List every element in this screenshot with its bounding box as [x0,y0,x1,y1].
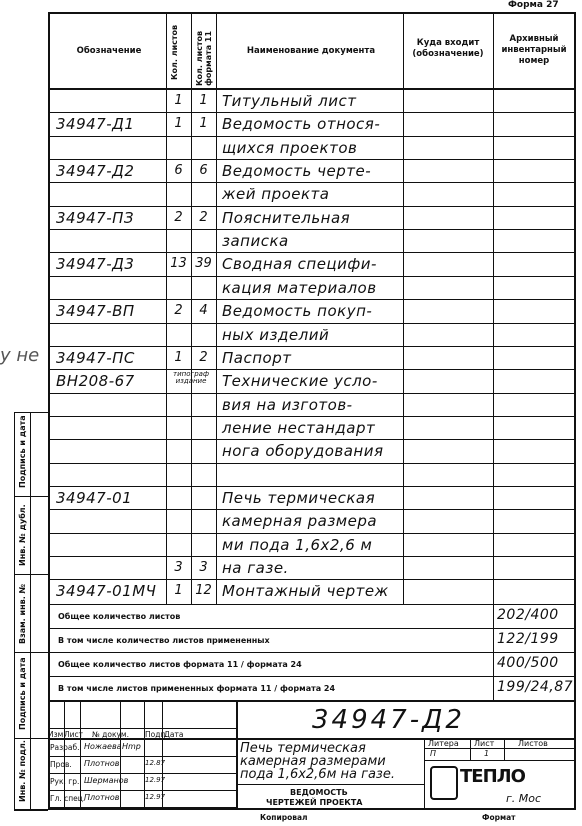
row-doc-name: жей проекта [222,185,330,203]
header-sheet-count: Кол. листов [170,24,179,80]
row-line [48,509,576,510]
row-doc-name: ных изделий [222,326,330,344]
table-row [48,138,576,159]
table-row [48,488,576,509]
row-doc-name: ми пода 1,6х2,6 м [222,536,373,554]
row-sheets-f11: 2 [199,210,208,225]
table-row [48,114,576,135]
summary-line [48,676,576,677]
row-designation: 34947-01МЧ [56,582,157,600]
side-label: Инв. № дубл. [18,504,27,566]
row-sheets-f11: 1 [199,93,208,108]
margin-note: у не [0,345,40,366]
row-doc-name: нога оборудования [222,442,384,460]
row-doc-name: камерная размера [222,512,378,530]
header-designation: Обозначение [76,46,142,56]
tb-role: Рук. гр. [50,777,80,786]
tb-org: ТЕПЛО [460,766,525,787]
row-doc-name: Паспорт [222,349,292,367]
row-doc-name: Ведомость черте- [222,162,372,180]
table-row [48,231,576,252]
side-label: Инв. № подл. [18,740,27,802]
row-sheets-f11: издание [175,377,207,385]
row-line [48,533,576,534]
row-line [48,393,576,394]
tb-name: Плотнов [84,793,120,802]
row-sheets-f11: 3 [199,560,208,575]
table-row [48,558,576,579]
row-sheets-f11: 1 [199,116,208,131]
tb-col-header: Изм [48,730,64,739]
tb-name: Плотнов [84,759,120,768]
tb-list-label: Лист [474,739,495,748]
row-sheets-f11: 39 [195,256,212,271]
tb-description: Печь термическая камерная размерами пода 1,6х2,6м на газе. [240,741,395,782]
tb-date: 12.97 [145,776,166,784]
tb-sheet-title-1: ВЕДОМОСТЬ [290,788,348,797]
side-band-top [14,412,48,413]
row-line [48,136,576,137]
tb-right-divider [470,738,471,760]
row-doc-name: Ведомость покуп- [222,302,373,320]
side-band-line [14,810,48,811]
row-sheets: 2 [174,303,183,318]
table-row [48,465,576,486]
row-designation: 34947-ПЗ [56,209,135,227]
tb-right-divider [504,738,505,760]
tb-left-divider [236,700,238,810]
summary-label: Общее количество листов [58,612,181,621]
table-row [48,348,576,369]
summary-value: 202/400 [497,607,559,623]
row-sheets: 1 [174,116,183,131]
side-band-divider [30,412,31,810]
tb-city: г. Мос [506,792,542,805]
row-sheets: 2 [174,210,183,225]
row-doc-name: Печь термическая [222,489,376,507]
tb-line [48,773,236,774]
form-label: Форма 27 [508,0,559,10]
row-sheets-f11: 2 [199,350,208,365]
tb-line [236,784,424,785]
header-sheet-count-f11: Кол. листов формата 11 [195,30,213,86]
row-sheets-f11: 4 [199,303,208,318]
table-row [48,395,576,416]
side-label: Взам. инв. № [18,583,27,644]
table-row [48,371,576,392]
summary-value: 400/500 [497,655,559,671]
tb-name: Ножаева [84,742,122,751]
row-line [48,299,576,300]
side-band-line [14,574,48,575]
row-line [48,463,576,464]
table-row [48,581,576,602]
tb-line [424,748,576,749]
side-band-line [14,496,48,497]
summary-value: 199/24,87 [497,679,574,695]
row-sheets: 1 [174,583,183,598]
row-designation: 34947-Д3 [56,255,135,273]
table-row [48,511,576,532]
table-row [48,301,576,322]
row-doc-name: Титульный лист [222,92,357,110]
header-archive-no: Архивный инвентарный номер [501,34,567,66]
row-doc-name: Монтажный чертеж [222,582,389,600]
tb-line [48,756,236,757]
tb-litera-value: П [430,749,437,758]
table-row [48,535,576,556]
header-doc-name: Наименование документа [246,46,376,56]
tb-role: Пров. [50,760,72,769]
tb-col-header: № докум. [92,730,129,739]
tb-line [48,790,236,791]
row-sheets: 1 [174,93,183,108]
table-row [48,418,576,439]
tb-date: 12.97 [145,793,166,801]
row-doc-name: на газе. [222,559,289,577]
row-designation: 34947-ВП [56,302,135,320]
summary-divider [493,604,494,700]
tb-line [424,760,576,761]
row-designation: 34947-01 [56,489,133,507]
table-row [48,208,576,229]
row-doc-name: щихся проектов [222,139,358,157]
tb-format: Формат [482,813,516,822]
tb-date: 12.87 [145,759,166,767]
tb-role: Гл. спец. [50,794,86,803]
row-line [48,486,576,487]
side-band-line [14,738,48,739]
row-doc-name: записка [222,232,289,250]
row-line [48,323,576,324]
summary-label: В том числе листов примененных формата 11 / формата 24 [58,684,336,693]
org-logo [430,766,458,800]
tb-litera-label: Литера [428,739,459,748]
side-band-line [14,652,48,653]
tb-line [48,728,236,729]
row-sheets: 3 [174,560,183,575]
row-line [48,229,576,230]
row-line [48,346,576,347]
table-row [48,254,576,275]
table-row [48,184,576,205]
tb-col-divider [120,700,121,810]
row-sheets: типограф [173,370,209,378]
summary-label: Общее количество листов формата 11 / формата 24 [58,660,302,669]
tb-sign: Hmp [122,742,141,751]
tb-list-value: 1 [484,749,490,758]
row-line [48,439,576,440]
row-designation: 34947-ПС [56,349,135,367]
row-line [48,369,576,370]
row-line [48,556,576,557]
row-doc-name: Технические усло- [222,372,378,390]
table-row [48,91,576,112]
header-where-included: Куда входит (обозначение) [412,38,484,59]
row-sheets-f11: 12 [195,583,212,598]
row-sheets: 6 [174,163,183,178]
row-line [48,112,576,113]
row-line [48,252,576,253]
row-line [48,182,576,183]
row-designation: 34947-Д2 [56,162,135,180]
table-row [48,325,576,346]
row-sheets: 13 [170,256,187,271]
row-doc-name: Ведомость относя- [222,115,381,133]
tb-col-header: Подп. [145,730,168,739]
row-line [48,276,576,277]
tb-listov-label: Листов [518,739,548,748]
side-label: Подпись и дата [18,415,27,488]
header-bottom-line [48,88,576,90]
doc-code: 34947-Д2 [312,705,465,735]
summary-label: В том числе количество листов примененных [58,636,270,645]
row-doc-name: кация материалов [222,279,377,297]
row-doc-name: ление нестандарт [222,419,376,437]
tb-copied: Копировал [260,813,308,822]
tb-sheet-title-2: ЧЕРТЕЖЕЙ ПРОЕКТА [266,798,363,807]
row-designation: ВН208-67 [56,372,135,390]
row-line [48,206,576,207]
tb-col-header: Лист [64,730,84,739]
side-label: Подпись и дата [18,657,27,730]
tb-role: Разраб. [50,743,80,752]
summary-line [48,604,576,605]
row-doc-name: Сводная специфи- [222,255,377,273]
row-line [48,579,576,580]
summary-bottom-line [48,700,576,702]
summary-line [48,652,576,653]
summary-value: 122/199 [497,631,559,647]
row-doc-name: вия на изготов- [222,396,353,414]
row-doc-name: Пояснительная [222,209,351,227]
row-designation: 34947-Д1 [56,115,135,133]
row-line [48,159,576,160]
tb-name: Шерманов [84,776,129,785]
tb-col-header: Дата [164,730,184,739]
row-sheets-f11: 6 [199,163,208,178]
tb-line [48,807,236,808]
summary-line [48,628,576,629]
table-row [48,441,576,462]
row-line [48,416,576,417]
table-row [48,278,576,299]
table-row [48,161,576,182]
row-sheets: 1 [174,350,183,365]
